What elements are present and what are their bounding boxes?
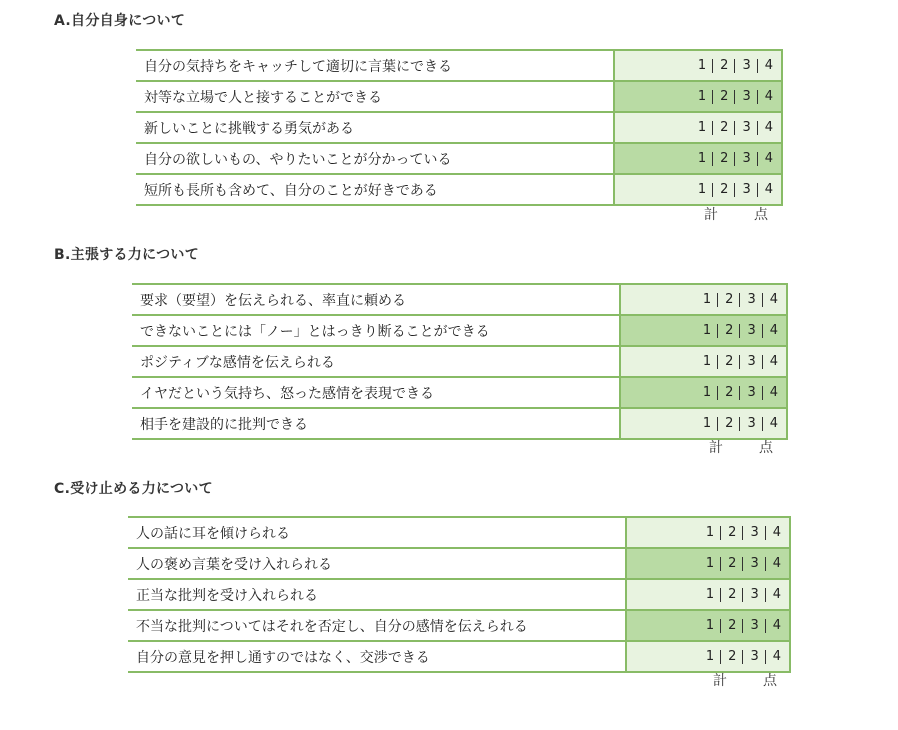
scale-divider — [734, 152, 735, 166]
rating-option-3[interactable]: 3 — [747, 323, 756, 338]
rating-option-3[interactable]: 3 — [750, 587, 759, 602]
rating-option-3[interactable]: 3 — [750, 556, 759, 571]
rating-option-2[interactable]: 2 — [728, 525, 737, 540]
question-text: できないことには「ノー」とはっきり断ることができる — [132, 315, 620, 346]
scale-divider — [742, 526, 743, 540]
rating-option-1[interactable]: 1 — [697, 182, 707, 197]
rating-option-4[interactable]: 4 — [764, 89, 773, 104]
scale-divider — [762, 417, 763, 431]
rating-scale[interactable] — [620, 408, 787, 439]
rating-option-4[interactable]: 4 — [772, 525, 781, 540]
section-c-table — [128, 516, 791, 673]
points-label: 点 — [763, 673, 777, 689]
section-b-table — [132, 283, 788, 440]
section-a-total — [704, 204, 768, 224]
rating-option-4[interactable]: 4 — [772, 556, 781, 571]
scale-divider — [717, 324, 718, 338]
question-text: 新しいことに挑戦する勇気がある — [136, 112, 614, 143]
rating-scale[interactable] — [626, 548, 790, 579]
scale-divider — [712, 183, 713, 197]
scale-divider — [742, 650, 743, 664]
question-text: イヤだという気持ち、怒った感情を表現できる — [132, 377, 620, 408]
scale-divider — [720, 557, 721, 571]
rating-scale[interactable] — [614, 143, 782, 174]
rating-option-3[interactable]: 3 — [742, 58, 751, 73]
scale-divider — [720, 650, 721, 664]
points-label: 点 — [759, 440, 773, 456]
section-b-title: B.主張する力について — [54, 247, 200, 263]
scale-divider — [720, 526, 721, 540]
rating-scale[interactable] — [620, 346, 787, 377]
rating-scale[interactable] — [620, 315, 787, 346]
rating-option-4[interactable]: 4 — [769, 354, 778, 369]
scale-divider — [712, 59, 713, 73]
question-row — [128, 641, 790, 672]
scale-divider — [757, 152, 758, 166]
scale-divider — [717, 417, 718, 431]
scale-divider — [739, 386, 740, 400]
question-row — [128, 548, 790, 579]
scale-divider — [757, 183, 758, 197]
rating-option-2[interactable]: 2 — [720, 89, 729, 104]
question-text: 要求（要望）を伝えられる、率直に頼める — [132, 284, 620, 315]
rating-option-2[interactable]: 2 — [720, 182, 729, 197]
question-row — [136, 174, 782, 205]
rating-option-2[interactable]: 2 — [725, 292, 734, 307]
rating-scale[interactable] — [620, 284, 787, 315]
question-row — [136, 143, 782, 174]
question-text: 人の褒め言葉を受け入れられる — [128, 548, 626, 579]
rating-option-1[interactable]: 1 — [697, 151, 707, 166]
rating-option-1[interactable]: 1 — [702, 323, 712, 338]
rating-option-2[interactable]: 2 — [720, 151, 729, 166]
question-text: 人の話に耳を傾けられる — [128, 517, 626, 548]
scale-divider — [720, 619, 721, 633]
question-row — [128, 517, 790, 548]
rating-option-3[interactable]: 3 — [742, 89, 751, 104]
total-label: 計 — [709, 440, 723, 456]
scale-divider — [734, 59, 735, 73]
scale-divider — [765, 650, 766, 664]
scale-divider — [762, 293, 763, 307]
question-text: 不当な批判についてはそれを否定し、自分の感情を伝えられる — [128, 610, 626, 641]
scale-divider — [765, 588, 766, 602]
scale-divider — [717, 293, 718, 307]
question-row — [136, 81, 782, 112]
question-text: 相手を建設的に批判できる — [132, 408, 620, 439]
scale-divider — [717, 386, 718, 400]
rating-option-4[interactable]: 4 — [764, 182, 773, 197]
section-b-total — [709, 437, 773, 457]
rating-option-1[interactable]: 1 — [702, 416, 712, 431]
question-row — [136, 112, 782, 143]
question-text: 自分の欲しいもの、やりたいことが分かっている — [136, 143, 614, 174]
scale-divider — [739, 324, 740, 338]
rating-option-2[interactable]: 2 — [725, 354, 734, 369]
scale-divider — [739, 417, 740, 431]
question-row — [136, 50, 782, 81]
rating-option-4[interactable]: 4 — [769, 416, 778, 431]
section-a-title: A.自分自身について — [54, 13, 186, 29]
rating-option-3[interactable]: 3 — [742, 120, 751, 135]
scale-divider — [712, 90, 713, 104]
scale-divider — [762, 324, 763, 338]
total-label: 計 — [713, 673, 727, 689]
rating-option-3[interactable]: 3 — [747, 354, 756, 369]
scale-divider — [734, 121, 735, 135]
rating-option-1[interactable]: 1 — [705, 587, 715, 602]
scale-divider — [712, 121, 713, 135]
rating-scale[interactable] — [626, 517, 790, 548]
section-c-total — [713, 670, 777, 690]
rating-option-2[interactable]: 2 — [728, 587, 737, 602]
rating-scale[interactable] — [614, 112, 782, 143]
rating-option-3[interactable]: 3 — [747, 385, 756, 400]
scale-divider — [739, 355, 740, 369]
rating-scale[interactable] — [626, 641, 790, 672]
scale-divider — [765, 619, 766, 633]
rating-option-4[interactable]: 4 — [769, 323, 778, 338]
rating-scale[interactable] — [614, 81, 782, 112]
rating-scale[interactable] — [620, 377, 787, 408]
rating-option-1[interactable]: 1 — [702, 385, 712, 400]
rating-option-1[interactable]: 1 — [705, 649, 715, 664]
question-text: 自分の意見を押し通すのではなく、交渉できる — [128, 641, 626, 672]
rating-option-4[interactable]: 4 — [772, 649, 781, 664]
question-row — [132, 346, 787, 377]
rating-option-3[interactable]: 3 — [750, 618, 759, 633]
question-text: ポジティブな感情を伝えられる — [132, 346, 620, 377]
question-row — [132, 284, 787, 315]
scale-divider — [765, 557, 766, 571]
rating-option-1[interactable]: 1 — [702, 354, 712, 369]
question-text: 自分の気持ちをキャッチして適切に言葉にできる — [136, 50, 614, 81]
rating-option-3[interactable]: 3 — [750, 525, 759, 540]
question-row — [132, 315, 787, 346]
rating-option-1[interactable]: 1 — [697, 120, 707, 135]
scale-divider — [717, 355, 718, 369]
rating-option-1[interactable]: 1 — [705, 525, 715, 540]
rating-option-2[interactable]: 2 — [725, 323, 734, 338]
section-a-table — [136, 49, 783, 206]
question-row — [128, 579, 790, 610]
rating-option-3[interactable]: 3 — [747, 416, 756, 431]
scale-divider — [739, 293, 740, 307]
scale-divider — [734, 183, 735, 197]
rating-option-3[interactable]: 3 — [742, 151, 751, 166]
question-text: 短所も長所も含めて、自分のことが好きである — [136, 174, 614, 205]
scale-divider — [742, 619, 743, 633]
rating-option-2[interactable]: 2 — [720, 58, 729, 73]
rating-scale[interactable] — [614, 50, 782, 81]
question-text: 正当な批判を受け入れられる — [128, 579, 626, 610]
rating-option-1[interactable]: 1 — [697, 89, 707, 104]
rating-option-1[interactable]: 1 — [705, 556, 715, 571]
rating-option-3[interactable]: 3 — [742, 182, 751, 197]
rating-option-1[interactable]: 1 — [697, 58, 707, 73]
rating-option-3[interactable]: 3 — [747, 292, 756, 307]
rating-option-3[interactable]: 3 — [750, 649, 759, 664]
rating-option-2[interactable]: 2 — [720, 120, 729, 135]
rating-scale[interactable] — [614, 174, 782, 205]
rating-scale[interactable] — [626, 579, 790, 610]
rating-option-4[interactable]: 4 — [764, 58, 773, 73]
scale-divider — [757, 90, 758, 104]
points-label: 点 — [754, 207, 768, 223]
question-row — [132, 377, 787, 408]
section-c-title: C.受け止める力について — [54, 481, 213, 497]
scale-divider — [742, 588, 743, 602]
rating-option-4[interactable]: 4 — [769, 292, 778, 307]
rating-option-2[interactable]: 2 — [725, 385, 734, 400]
rating-option-4[interactable]: 4 — [769, 385, 778, 400]
rating-option-2[interactable]: 2 — [725, 416, 734, 431]
rating-option-4[interactable]: 4 — [764, 151, 773, 166]
question-row — [132, 408, 787, 439]
scale-divider — [765, 526, 766, 540]
total-label: 計 — [704, 207, 718, 223]
question-text: 対等な立場で人と接することができる — [136, 81, 614, 112]
scale-divider — [757, 121, 758, 135]
scale-divider — [712, 152, 713, 166]
rating-option-2[interactable]: 2 — [728, 618, 737, 633]
scale-divider — [720, 588, 721, 602]
rating-option-1[interactable]: 1 — [705, 618, 715, 633]
scale-divider — [762, 355, 763, 369]
rating-option-4[interactable]: 4 — [772, 587, 781, 602]
rating-option-4[interactable]: 4 — [772, 618, 781, 633]
rating-option-1[interactable]: 1 — [702, 292, 712, 307]
scale-divider — [742, 557, 743, 571]
rating-option-4[interactable]: 4 — [764, 120, 773, 135]
scale-divider — [734, 90, 735, 104]
scale-divider — [757, 59, 758, 73]
rating-scale[interactable] — [626, 610, 790, 641]
question-row — [128, 610, 790, 641]
rating-option-2[interactable]: 2 — [728, 556, 737, 571]
scale-divider — [762, 386, 763, 400]
rating-option-2[interactable]: 2 — [728, 649, 737, 664]
